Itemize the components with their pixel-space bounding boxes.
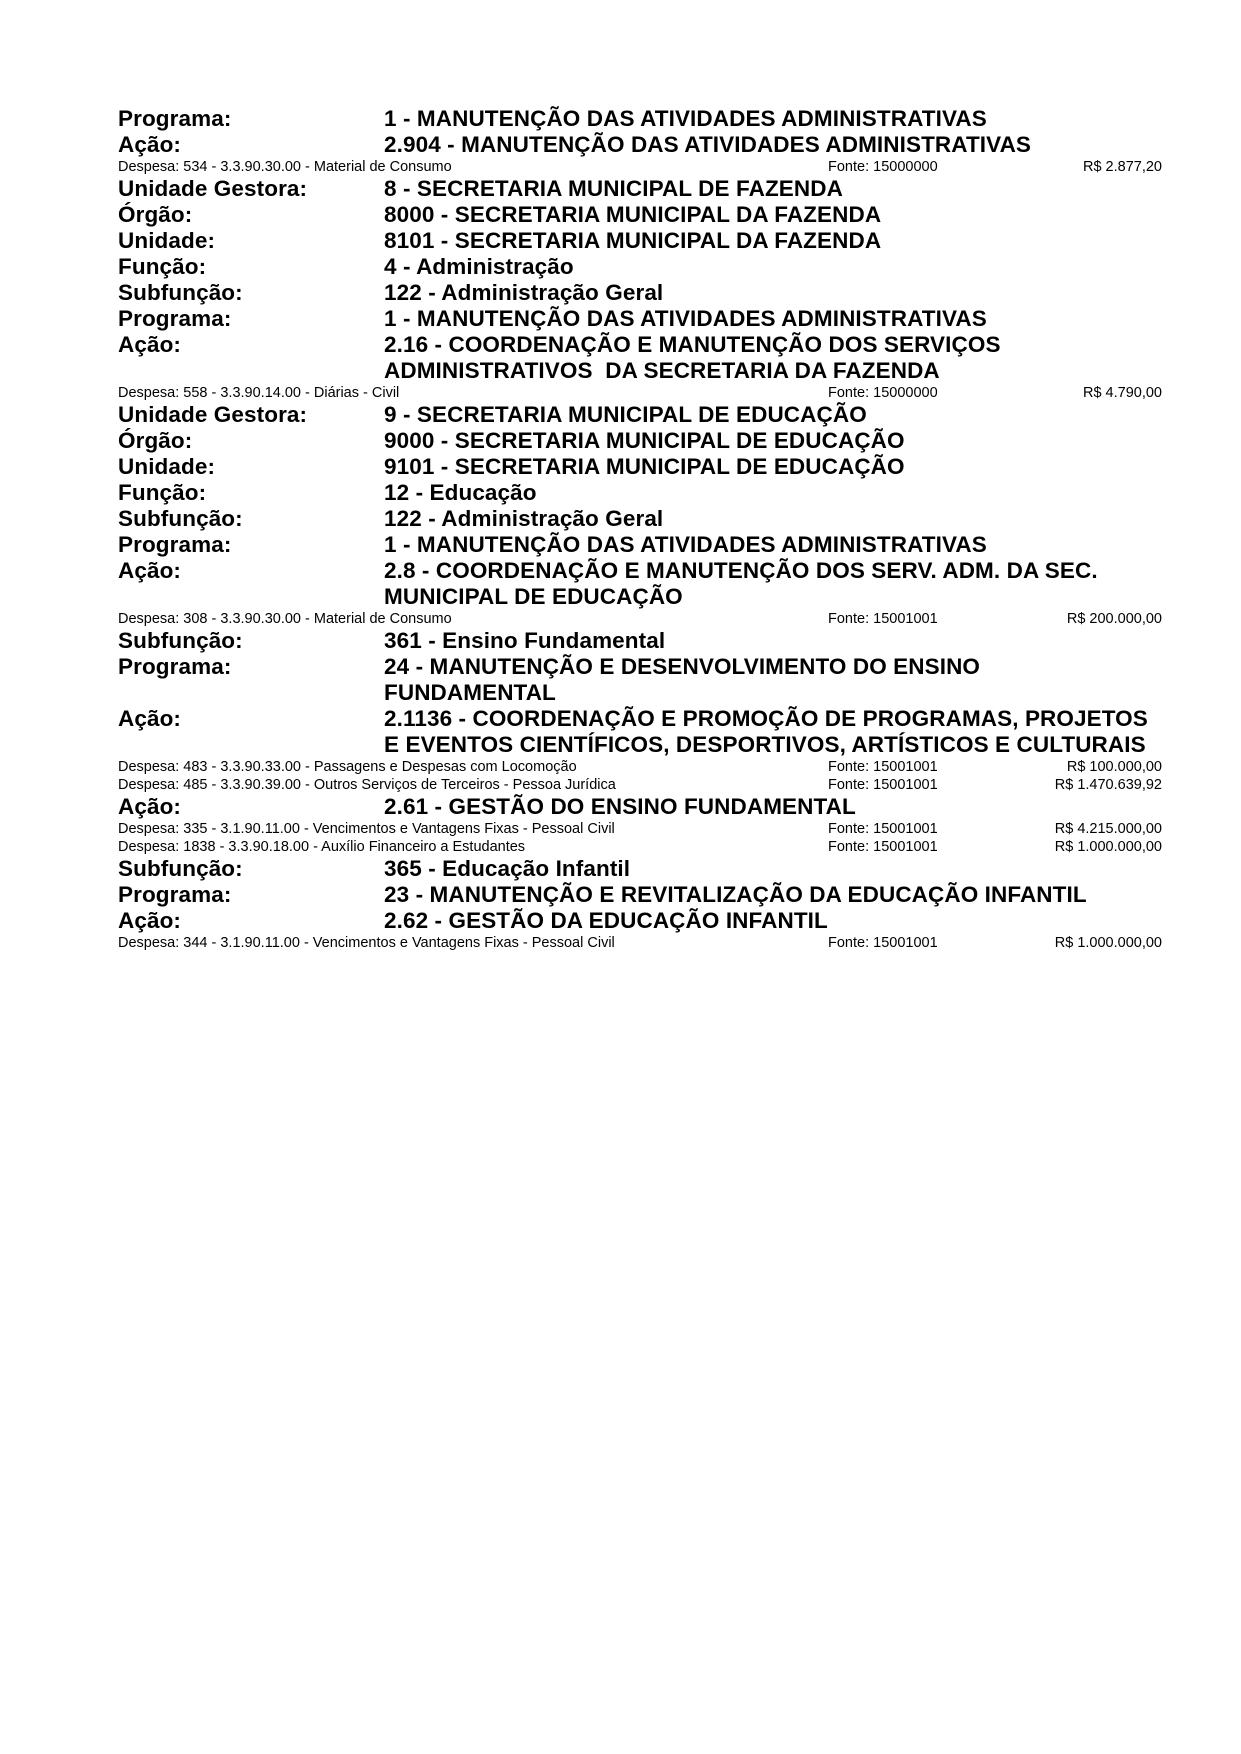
- header-row: [118, 332, 1162, 384]
- header-label: Programa:: [118, 882, 232, 907]
- header-row: [118, 628, 1162, 654]
- header-value: 122 - Administração Geral: [384, 506, 664, 531]
- header-row: [118, 132, 1162, 158]
- expense-amount: R$ 1.000.000,00: [1054, 935, 1162, 951]
- header-label: Programa:: [118, 532, 232, 557]
- header-row: [118, 454, 1162, 480]
- header-value: 2.1136 - COORDENAÇÃO E PROMOÇÃO DE PROGRAMAS, PROJETOS E EVENTOS CIENTÍFICOS, DESPORTIVOS, ARTÍSTICOS E CULTURAIS: [384, 706, 1148, 757]
- header-label: Função:: [118, 254, 207, 279]
- header-value: 8101 - SECRETARIA MUNICIPAL DA FAZENDA: [384, 228, 882, 253]
- header-label: Órgão:: [118, 202, 193, 227]
- header-row: [118, 176, 1162, 202]
- header-label: Subfunção:: [118, 628, 243, 653]
- expense-amount: R$ 200.000,00: [1066, 611, 1162, 627]
- header-label: Subfunção:: [118, 506, 243, 531]
- header-label: Programa:: [118, 654, 232, 679]
- header-value: 24 - MANUTENÇÃO E DESENVOLVIMENTO DO ENSINO FUNDAMENTAL: [384, 654, 981, 705]
- header-label: Programa:: [118, 306, 232, 331]
- header-value: 8000 - SECRETARIA MUNICIPAL DA FAZENDA: [384, 202, 882, 227]
- header-label: Órgão:: [118, 428, 193, 453]
- expense-amount: R$ 4.790,00: [1082, 385, 1162, 401]
- header-row: [118, 428, 1162, 454]
- expense-amount: R$ 2.877,20: [1082, 159, 1162, 175]
- expense-row: [118, 610, 1162, 628]
- header-label: Unidade:: [118, 228, 216, 253]
- header-row: [118, 402, 1162, 428]
- header-row: [118, 558, 1162, 610]
- expense-row: [118, 838, 1162, 856]
- header-row: [118, 908, 1162, 934]
- expense-row: [118, 758, 1162, 776]
- expense-description: Despesa: 483 - 3.3.90.33.00 - Passagens e Despesas com Locomoção: [118, 759, 577, 775]
- expense-amount: R$ 4.215.000,00: [1054, 821, 1162, 837]
- expense-description: Despesa: 1838 - 3.3.90.18.00 - Auxílio Financeiro a Estudantes: [118, 839, 526, 855]
- header-value: 2.8 - COORDENAÇÃO E MANUTENÇÃO DOS SERV. ADM. DA SEC. MUNICIPAL DE EDUCAÇÃO: [384, 558, 1098, 609]
- expense-row: [118, 384, 1162, 402]
- expense-fonte: Fonte: 15001001: [828, 935, 938, 951]
- header-row: [118, 506, 1162, 532]
- expense-row: [118, 934, 1162, 952]
- header-value: 9000 - SECRETARIA MUNICIPAL DE EDUCAÇÃO: [384, 428, 905, 453]
- header-row: [118, 228, 1162, 254]
- expense-description: Despesa: 344 - 3.1.90.11.00 - Vencimentos e Vantagens Fixas - Pessoal Civil: [118, 935, 615, 951]
- header-label: Unidade Gestora:: [118, 176, 308, 201]
- header-value: 9101 - SECRETARIA MUNICIPAL DE EDUCAÇÃO: [384, 454, 905, 479]
- expense-row: [118, 158, 1162, 176]
- expense-fonte: Fonte: 15001001: [828, 839, 938, 855]
- header-value: 8 - SECRETARIA MUNICIPAL DE FAZENDA: [384, 176, 843, 201]
- header-row: [118, 306, 1162, 332]
- expense-description: Despesa: 335 - 3.1.90.11.00 - Vencimentos e Vantagens Fixas - Pessoal Civil: [118, 821, 615, 837]
- expense-fonte: Fonte: 15000000: [828, 385, 938, 401]
- header-value: 12 - Educação: [384, 480, 537, 505]
- expense-row: [118, 776, 1162, 794]
- header-value: 1 - MANUTENÇÃO DAS ATIVIDADES ADMINISTRATIVAS: [384, 306, 987, 331]
- header-value: 2.62 - GESTÃO DA EDUCAÇÃO INFANTIL: [384, 908, 828, 933]
- header-row: [118, 794, 1162, 820]
- header-row: [118, 882, 1162, 908]
- budget-document: [118, 106, 1162, 952]
- header-label: Função:: [118, 480, 207, 505]
- header-row: [118, 254, 1162, 280]
- header-label: Ação:: [118, 794, 182, 819]
- header-value: 365 - Educação Infantil: [384, 856, 631, 881]
- expense-description: Despesa: 534 - 3.3.90.30.00 - Material de Consumo: [118, 159, 452, 175]
- header-row: [118, 280, 1162, 306]
- expense-amount: R$ 1.470.639,92: [1054, 777, 1162, 793]
- header-row: [118, 706, 1162, 758]
- expense-row: [118, 820, 1162, 838]
- header-value: 4 - Administração: [384, 254, 574, 279]
- header-value: 2.904 - MANUTENÇÃO DAS ATIVIDADES ADMINISTRATIVAS: [384, 132, 1032, 157]
- header-row: [118, 202, 1162, 228]
- header-row: [118, 480, 1162, 506]
- header-label: Unidade:: [118, 454, 216, 479]
- header-value: 2.16 - COORDENAÇÃO E MANUTENÇÃO DOS SERVIÇOS ADMINISTRATIVOS DA SECRETARIA DA FAZENDA: [384, 332, 1001, 383]
- header-value: 1 - MANUTENÇÃO DAS ATIVIDADES ADMINISTRATIVAS: [384, 532, 987, 557]
- header-label: Ação:: [118, 706, 182, 731]
- expense-fonte: Fonte: 15001001: [828, 821, 938, 837]
- expense-fonte: Fonte: 15001001: [828, 611, 938, 627]
- header-value: 9 - SECRETARIA MUNICIPAL DE EDUCAÇÃO: [384, 402, 867, 427]
- header-value: 23 - MANUTENÇÃO E REVITALIZAÇÃO DA EDUCAÇÃO INFANTIL: [384, 882, 1087, 907]
- header-row: [118, 654, 1162, 706]
- header-label: Ação:: [118, 132, 182, 157]
- expense-description: Despesa: 485 - 3.3.90.39.00 - Outros Serviços de Terceiros - Pessoa Jurídica: [118, 777, 616, 793]
- expense-fonte: Fonte: 15000000: [828, 159, 938, 175]
- header-row: [118, 532, 1162, 558]
- header-value: 122 - Administração Geral: [384, 280, 664, 305]
- header-row: [118, 106, 1162, 132]
- expense-fonte: Fonte: 15001001: [828, 759, 938, 775]
- header-label: Subfunção:: [118, 856, 243, 881]
- header-label: Ação:: [118, 332, 182, 357]
- header-value: 2.61 - GESTÃO DO ENSINO FUNDAMENTAL: [384, 794, 856, 819]
- header-label: Subfunção:: [118, 280, 243, 305]
- header-row: [118, 856, 1162, 882]
- expense-description: Despesa: 308 - 3.3.90.30.00 - Material de Consumo: [118, 611, 452, 627]
- expense-fonte: Fonte: 15001001: [828, 777, 938, 793]
- expense-description: Despesa: 558 - 3.3.90.14.00 - Diárias - Civil: [118, 385, 400, 401]
- header-label: Programa:: [118, 106, 232, 131]
- header-label: Ação:: [118, 558, 182, 583]
- header-label: Ação:: [118, 908, 182, 933]
- expense-amount: R$ 100.000,00: [1066, 759, 1162, 775]
- header-label: Unidade Gestora:: [118, 402, 308, 427]
- expense-amount: R$ 1.000.000,00: [1054, 839, 1162, 855]
- header-value: 1 - MANUTENÇÃO DAS ATIVIDADES ADMINISTRATIVAS: [384, 106, 987, 131]
- header-value: 361 - Ensino Fundamental: [384, 628, 666, 653]
